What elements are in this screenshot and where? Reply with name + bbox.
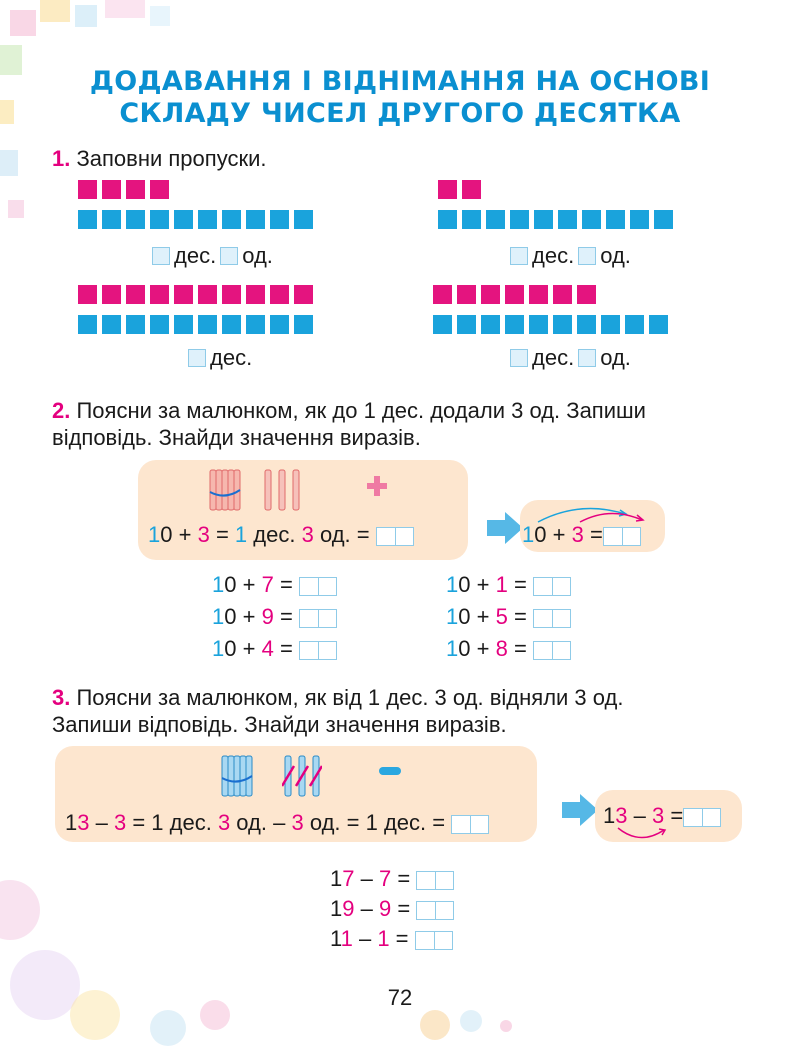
blue-square bbox=[78, 210, 97, 229]
title-line-2: СКЛАДУ ЧИСЕЛ ДРУГОГО ДЕСЯТКА bbox=[119, 98, 681, 129]
blue-square bbox=[577, 315, 596, 334]
answer-box[interactable] bbox=[152, 247, 170, 265]
pink-square bbox=[553, 285, 572, 304]
answer-box[interactable] bbox=[416, 871, 454, 890]
pink-square bbox=[462, 180, 481, 199]
blue-square bbox=[294, 315, 313, 334]
example-equation-right: 10 + 3 = bbox=[522, 522, 641, 548]
pink-square bbox=[481, 285, 500, 304]
task-3-heading bbox=[52, 684, 623, 738]
blue-square bbox=[126, 315, 145, 334]
block-row-pink bbox=[78, 285, 313, 304]
answer-box[interactable] bbox=[603, 527, 641, 546]
three-sticks-icon bbox=[262, 466, 302, 512]
blue-square bbox=[649, 315, 668, 334]
pink-square bbox=[102, 285, 121, 304]
answer-box[interactable] bbox=[510, 349, 528, 367]
answer-box[interactable] bbox=[578, 247, 596, 265]
expression: 10 + 1 = bbox=[446, 572, 571, 598]
expression: 19 – 9 = bbox=[330, 896, 454, 922]
task-number: 3. bbox=[52, 685, 71, 710]
pink-square bbox=[150, 285, 169, 304]
answer-box[interactable] bbox=[416, 901, 454, 920]
arrow-right-icon bbox=[560, 792, 600, 828]
answer-box[interactable] bbox=[415, 931, 453, 950]
answer-box[interactable] bbox=[451, 815, 489, 834]
pink-square bbox=[457, 285, 476, 304]
answer-box[interactable] bbox=[510, 247, 528, 265]
blue-square bbox=[246, 315, 265, 334]
expression: 11 – 1 = bbox=[330, 926, 453, 952]
pink-square bbox=[174, 285, 193, 304]
blue-square bbox=[625, 315, 644, 334]
task-text: Заповни пропуски. bbox=[76, 146, 267, 171]
task-number: 2. bbox=[52, 398, 71, 423]
answer-box[interactable] bbox=[299, 609, 337, 628]
arrow-right-icon bbox=[485, 510, 525, 546]
block-row-blue bbox=[78, 210, 313, 229]
page-number: 72 bbox=[387, 985, 413, 1010]
task-number: 1. bbox=[52, 146, 71, 171]
blue-square bbox=[433, 315, 452, 334]
expression: 10 + 5 = bbox=[446, 604, 571, 630]
blue-square bbox=[222, 210, 241, 229]
answer-box[interactable] bbox=[220, 247, 238, 265]
block-row-blue bbox=[433, 315, 668, 334]
blue-square bbox=[174, 210, 193, 229]
pink-square bbox=[433, 285, 452, 304]
blue-square bbox=[294, 210, 313, 229]
blue-square bbox=[150, 315, 169, 334]
task-text-line-2: Запиши відповідь. Знайди значення виразів. bbox=[52, 712, 507, 737]
blue-square bbox=[630, 210, 649, 229]
blue-square bbox=[174, 315, 193, 334]
task-2-heading bbox=[52, 397, 646, 451]
blue-square bbox=[150, 210, 169, 229]
block-row-pink bbox=[438, 180, 481, 199]
pink-square bbox=[438, 180, 457, 199]
blue-square bbox=[246, 210, 265, 229]
expression: 10 + 7 = bbox=[212, 572, 337, 598]
blue-square bbox=[510, 210, 529, 229]
block-row-blue bbox=[78, 315, 313, 334]
answer-box[interactable] bbox=[299, 641, 337, 660]
caption-3: дес. bbox=[188, 345, 252, 371]
pink-square bbox=[246, 285, 265, 304]
blue-square bbox=[78, 315, 97, 334]
expression: 10 + 9 = bbox=[212, 604, 337, 630]
pink-square bbox=[126, 180, 145, 199]
blue-square bbox=[462, 210, 481, 229]
expression: 10 + 8 = bbox=[446, 636, 571, 662]
pink-square bbox=[198, 285, 217, 304]
answer-box[interactable] bbox=[578, 349, 596, 367]
blue-square bbox=[198, 210, 217, 229]
blue-square bbox=[102, 210, 121, 229]
pink-square bbox=[270, 285, 289, 304]
blue-square bbox=[553, 315, 572, 334]
blue-square bbox=[558, 210, 577, 229]
blue-square bbox=[529, 315, 548, 334]
title-line-1: ДОДАВАННЯ І ВІДНІМАННЯ НА ОСНОВІ bbox=[89, 66, 711, 97]
blue-square bbox=[102, 315, 121, 334]
blue-square bbox=[198, 315, 217, 334]
pink-square bbox=[294, 285, 313, 304]
example-equation-right: 13 – 3 = bbox=[603, 803, 721, 829]
answer-box[interactable] bbox=[533, 577, 571, 596]
minus-sign-icon bbox=[378, 766, 402, 776]
carry-arrow-icon bbox=[530, 500, 650, 524]
ten-sticks-bundle-icon bbox=[220, 752, 256, 798]
borrow-arrow-icon bbox=[612, 826, 672, 844]
pink-square bbox=[78, 180, 97, 199]
pink-square bbox=[78, 285, 97, 304]
blue-square bbox=[534, 210, 553, 229]
expression: 17 – 7 = bbox=[330, 866, 454, 892]
ten-sticks-bundle-icon bbox=[208, 466, 244, 512]
blue-square bbox=[582, 210, 601, 229]
caption-1: дес. од. bbox=[152, 243, 273, 269]
blue-square bbox=[481, 315, 500, 334]
task-text-line-1: Поясни за малюнком, як від 1 дес. 3 од. відняли 3 од. bbox=[76, 685, 624, 710]
blue-square bbox=[486, 210, 505, 229]
crossed-sticks-icon bbox=[282, 752, 322, 798]
blue-square bbox=[601, 315, 620, 334]
answer-box[interactable] bbox=[533, 609, 571, 628]
caption-4: дес. од. bbox=[510, 345, 631, 371]
pink-square bbox=[529, 285, 548, 304]
example-equation: 13 – 3 = 1 дес. 3 од. – 3 од. = 1 дес. = bbox=[65, 810, 489, 836]
page-title bbox=[0, 66, 800, 130]
plus-sign-icon bbox=[366, 475, 388, 497]
answer-box[interactable] bbox=[683, 808, 721, 827]
example-equation: 10 + 3 = 1 дес. 3 од. = bbox=[148, 522, 414, 548]
pink-square bbox=[222, 285, 241, 304]
pink-square bbox=[505, 285, 524, 304]
pink-square bbox=[150, 180, 169, 199]
blue-square bbox=[654, 210, 673, 229]
task-1-heading bbox=[52, 145, 266, 172]
answer-box[interactable] bbox=[188, 349, 206, 367]
blue-square bbox=[505, 315, 524, 334]
block-row-pink bbox=[433, 285, 596, 304]
pink-square bbox=[126, 285, 145, 304]
answer-box[interactable] bbox=[376, 527, 414, 546]
blue-square bbox=[457, 315, 476, 334]
blue-square bbox=[606, 210, 625, 229]
answer-box[interactable] bbox=[299, 577, 337, 596]
pink-square bbox=[577, 285, 596, 304]
blue-square bbox=[270, 315, 289, 334]
blue-square bbox=[270, 210, 289, 229]
answer-box[interactable] bbox=[533, 641, 571, 660]
task-text-line-1: Поясни за малюнком, як до 1 дес. додали 3 од. Запиши bbox=[76, 398, 646, 423]
task-text-line-2: відповідь. Знайди значення виразів. bbox=[52, 425, 421, 450]
caption-2: дес. од. bbox=[510, 243, 631, 269]
block-row-blue bbox=[438, 210, 673, 229]
blue-square bbox=[222, 315, 241, 334]
expression: 10 + 4 = bbox=[212, 636, 337, 662]
block-row-pink bbox=[78, 180, 169, 199]
pink-square bbox=[102, 180, 121, 199]
blue-square bbox=[126, 210, 145, 229]
blue-square bbox=[438, 210, 457, 229]
